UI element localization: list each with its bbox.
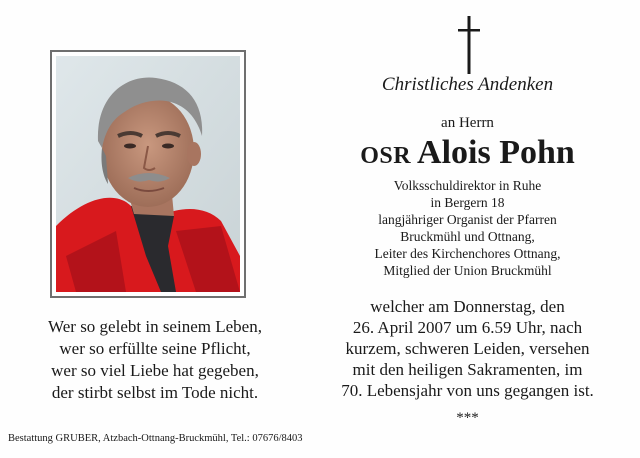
- deceased-name: [320, 134, 615, 172]
- death-line: 70. Lebensjahr von uns gegangen ist.: [341, 381, 594, 400]
- detail-line: Volksschuldirektor in Ruhe: [393, 178, 542, 193]
- poem-line: wer so viel Liebe hat gegeben,: [51, 361, 259, 380]
- cross-icon: [455, 16, 483, 74]
- salutation: an Herrn: [441, 115, 494, 131]
- detail-line: Mitglied der Union Bruckmühl: [383, 263, 552, 278]
- poem: [20, 316, 290, 404]
- death-line: 26. April 2007 um 6.59 Uhr, nach: [352, 318, 583, 337]
- portrait-photo: [56, 56, 240, 292]
- poem-line: der stirbt selbst im Tode nicht.: [51, 383, 259, 402]
- memorial-heading: Christliches Andenken: [381, 74, 554, 95]
- portrait-frame: [50, 50, 246, 298]
- death-line: mit den heiligen Sakramenten, im: [352, 360, 583, 379]
- funeral-home-footer: Bestattung GRUBER, Atzbach-Ottnang-Bruckmühl, Tel.: 07676/8403: [8, 433, 303, 444]
- detail-line: langjähriger Organist der Pfarren: [378, 212, 557, 227]
- full-name: Alois Pohn: [417, 134, 575, 171]
- death-line: kurzem, schweren Leiden, versehen: [345, 339, 590, 358]
- death-line: welcher am Donnerstag, den: [370, 297, 565, 316]
- death-notice: [305, 296, 630, 401]
- poem-line: Wer so gelebt in seinem Leben,: [48, 317, 262, 336]
- detail-line: in Bergern 18: [430, 195, 505, 210]
- honorific-title: OSR: [360, 143, 412, 169]
- detail-line: Leiter des Kirchenchores Ottnang,: [374, 246, 561, 261]
- closing-stars: ***: [456, 410, 479, 426]
- biography-details: [320, 177, 615, 279]
- detail-line: Bruckmühl und Ottnang,: [400, 229, 535, 244]
- poem-line: wer so erfüllte seine Pflicht,: [59, 339, 251, 358]
